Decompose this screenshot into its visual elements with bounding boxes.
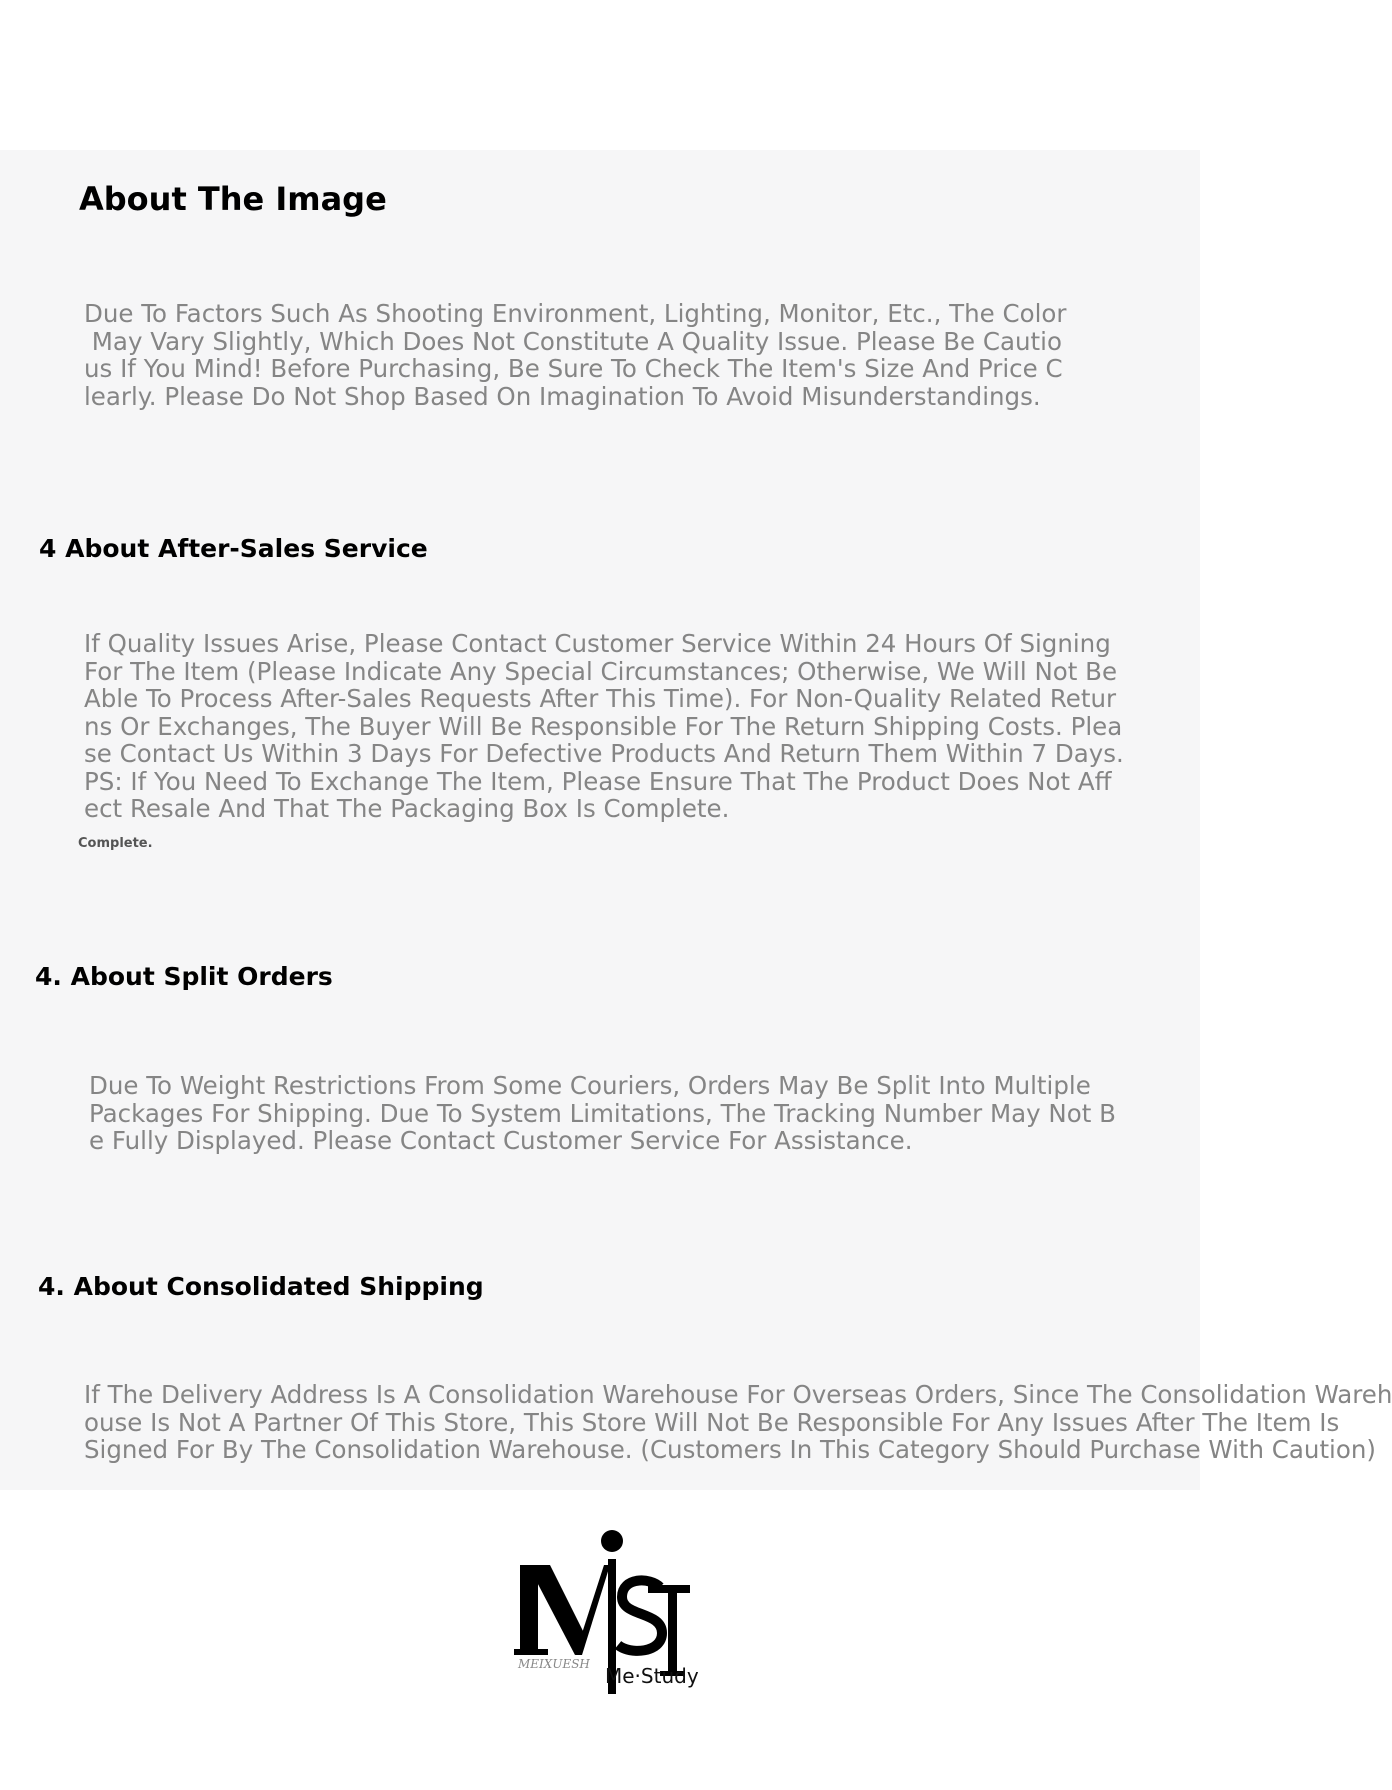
text-line: Packages For Shipping. Due To System Limitations, The Tracking Number May Not B [89,1098,1116,1128]
text-line: If The Delivery Address Is A Consolidation Warehouse For Overseas Orders, Since The Consolidation Wareh [84,1380,1392,1409]
info-panel [0,150,1392,1490]
text-line: learly. Please Do Not Shop Based On Imagination To Avoid Misunderstandings. [84,381,1041,411]
section-text-consolidated-shipping [84,1381,1392,1464]
text-line: Due To Weight Restrictions From Some Couriers, Orders May Be Split Into Multiple [89,1071,1091,1100]
section-text-after-sales [84,630,1124,823]
logo-small-text: MEIXUESH [518,1657,590,1671]
text-line: us If You Mind! Before Purchasing, Be Sure To Check The Item's Size And Price C [84,354,1063,383]
text-line: Able To Process After-Sales Requests After This Time). For Non-Quality Related Retur [84,684,1117,713]
text-line: ns Or Exchanges, The Buyer Will Be Responsible For The Return Shipping Costs. Plea [84,711,1123,741]
section-title-consolidated-shipping: 4. About Consolidated Shipping [38,1272,484,1301]
text-line: Due To Factors Such As Shooting Environment, Lighting, Monitor, Etc., The Color [84,299,1067,328]
text-line: se Contact Us Within 3 Days For Defective Products And Return Them Within 7 Days. [84,739,1124,768]
small-note-complete: Complete. [78,836,153,851]
logo-caption: Me·Study [605,1664,699,1688]
section-title-about-image: About The Image [79,180,387,218]
text-line: For The Item (Please Indicate Any Special Circumstances; Otherwise, We Will Not Be [84,656,1118,686]
text-line: ect Resale And That The Packaging Box Is Complete. [84,794,730,823]
text-line: May Vary Slightly, Which Does Not Constitute A Quality Issue. Please Be Cautio [84,326,1062,356]
section-title-split-orders: 4. About Split Orders [35,962,333,991]
text-line: Signed For By The Consolidation Warehouse. (Customers In This Category Should Purchase With Caution) [84,1435,1376,1464]
section-text-about-image [84,300,1066,410]
section-title-after-sales: 4 About After-Sales Service [39,534,428,563]
text-line: e Fully Displayed. Please Contact Customer Service For Assistance. [89,1126,913,1155]
section-text-split-orders [89,1072,1116,1155]
text-line: PS: If You Need To Exchange The Item, Please Ensure That The Product Does Not Aff [84,766,1112,796]
text-line: ouse Is Not A Partner Of This Store, This Store Will Not Be Responsible For Any Issues After The Item Is [84,1407,1340,1437]
text-line: If Quality Issues Arise, Please Contact Customer Service Within 24 Hours Of Signing [84,629,1111,658]
